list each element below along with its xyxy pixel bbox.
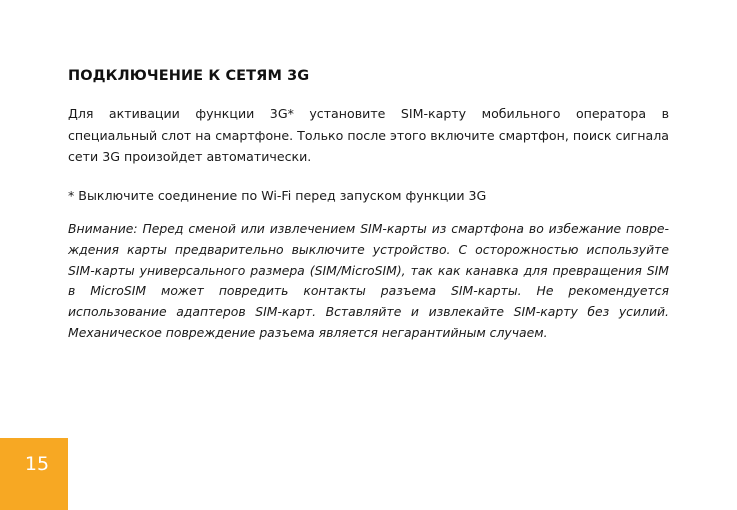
activation-paragraph: Для активации функции 3G* установите SIM-карту мобильного оператора в специальный слот на смартфоне. Только после этого включите смартфон, поиск сигнала сети 3G произойдет автоматически. [68,106,669,164]
warning-paragraph: Внимание: Перед сменой или извлечением SIM-карты из смартфона во избежание повреждения карты предварительно выключите устройство. С осторожностью используйте SIM-карты универсального размера (SIM/MicroSIM), так как канавка для превращения SIM в MicroSIM может повредить контакты разъема SIM-карты. Не рекомендуется использование адаптеров SIM-карт. Вставляйте и извлекайте SIM-карту без усилий. Механическое повреждение разъема является негарантийным случаем. [68,221,669,340]
wifi-footnote: * Выключите соединение по Wi-Fi перед запуском функции 3G [68,187,487,203]
page-number: 15 [24,453,50,475]
page-content [68,66,669,344]
section-title: ПОДКЛЮЧЕНИЕ К СЕТЯМ 3G [68,68,310,84]
